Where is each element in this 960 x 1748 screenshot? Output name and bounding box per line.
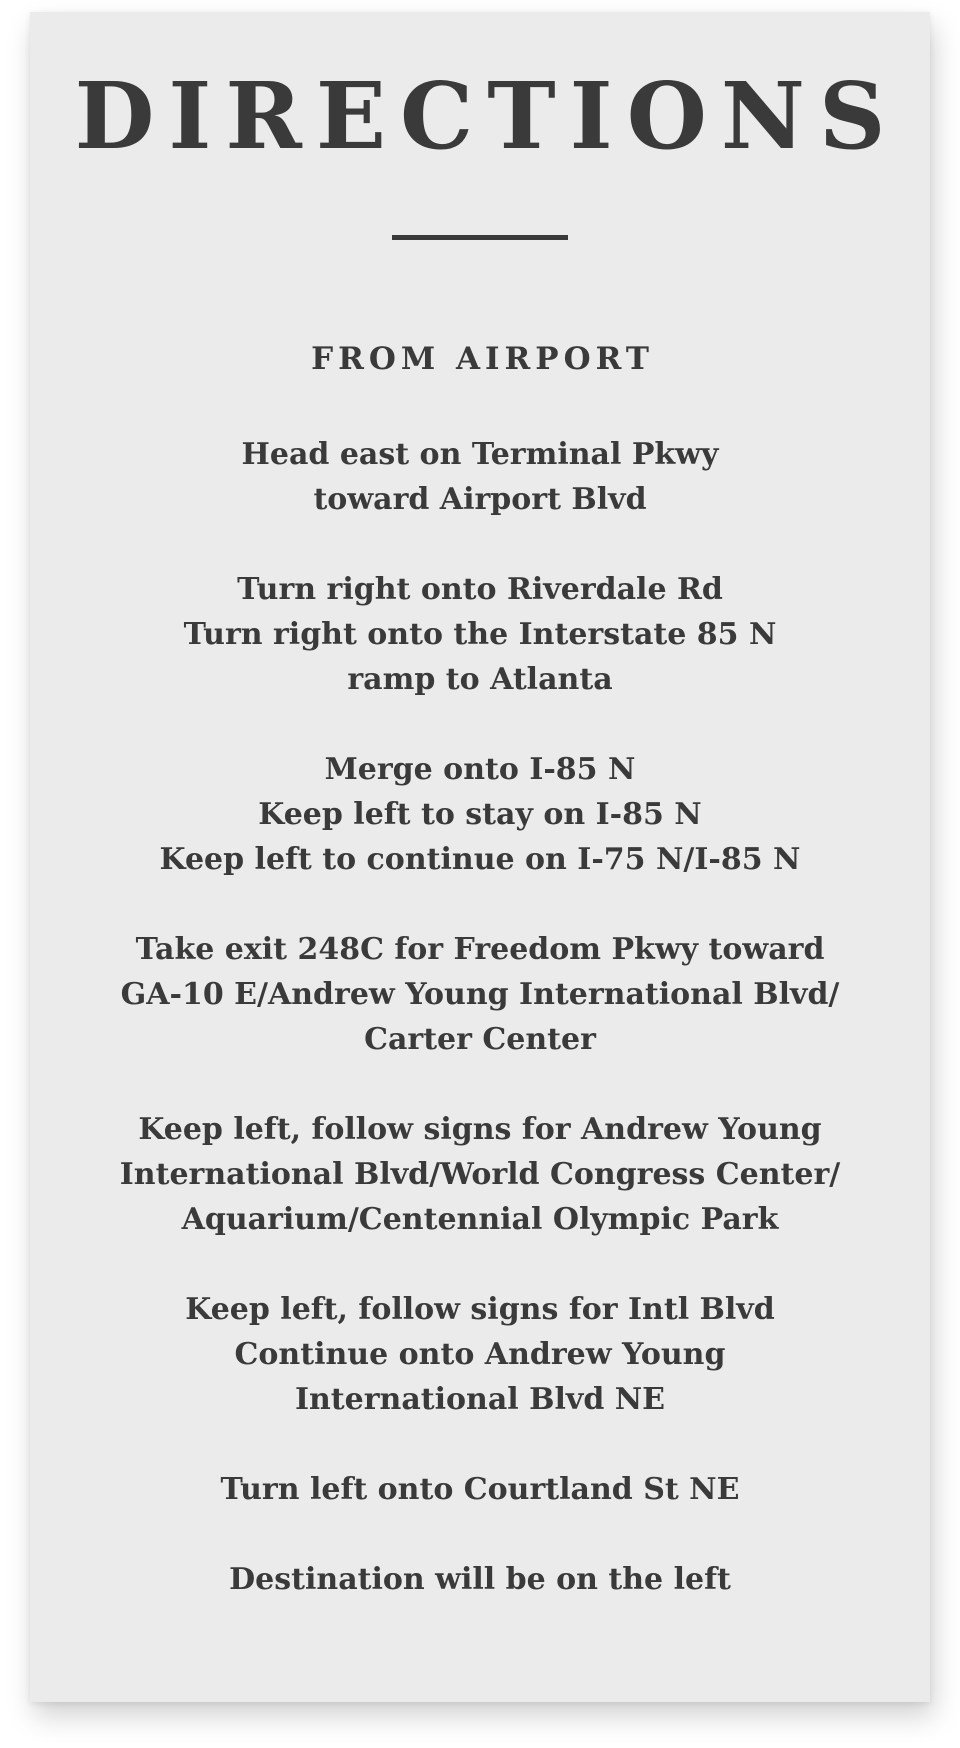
direction-line: Keep left, follow signs for Intl Blvd [185,1292,775,1327]
direction-step [30,567,930,702]
direction-line: Turn right onto Riverdale Rd [237,572,723,607]
direction-line: ramp to Atlanta [347,662,613,697]
direction-line: Turn left onto Courtland St NE [220,1472,740,1507]
direction-line: Turn right onto the Interstate 85 N [183,617,777,652]
direction-line: Keep left to stay on I-85 N [258,797,702,832]
section-heading: FROM AIRPORT [311,341,654,377]
direction-line: Carter Center [364,1022,596,1057]
direction-step [30,927,930,1062]
direction-line: Merge onto I-85 N [324,752,636,787]
direction-line: International Blvd NE [294,1382,666,1417]
direction-line: Continue onto Andrew Young [234,1337,726,1372]
direction-step [30,1467,930,1512]
direction-line: Head east on Terminal Pkwy [241,437,719,472]
directions-list [30,432,930,1647]
direction-line: GA-10 E/Andrew Young International Blvd/ [120,977,840,1012]
direction-line: Destination will be on the left [229,1562,731,1597]
direction-line: Take exit 248C for Freedom Pkwy toward [135,932,825,967]
direction-line: toward Airport Blvd [313,482,647,517]
title-divider [392,235,568,240]
directions-card [30,12,930,1702]
direction-step [30,1287,930,1422]
direction-step [30,1107,930,1242]
direction-line: Keep left, follow signs for Andrew Young [138,1112,822,1147]
direction-line: Aquarium/Centennial Olympic Park [181,1202,779,1237]
direction-step [30,432,930,522]
direction-step [30,1557,930,1602]
card-title: DIRECTIONS [74,62,900,170]
direction-step [30,747,930,882]
direction-line: International Blvd/World Congress Center/ [119,1157,841,1192]
direction-line: Keep left to continue on I-75 N/I-85 N [159,842,801,877]
